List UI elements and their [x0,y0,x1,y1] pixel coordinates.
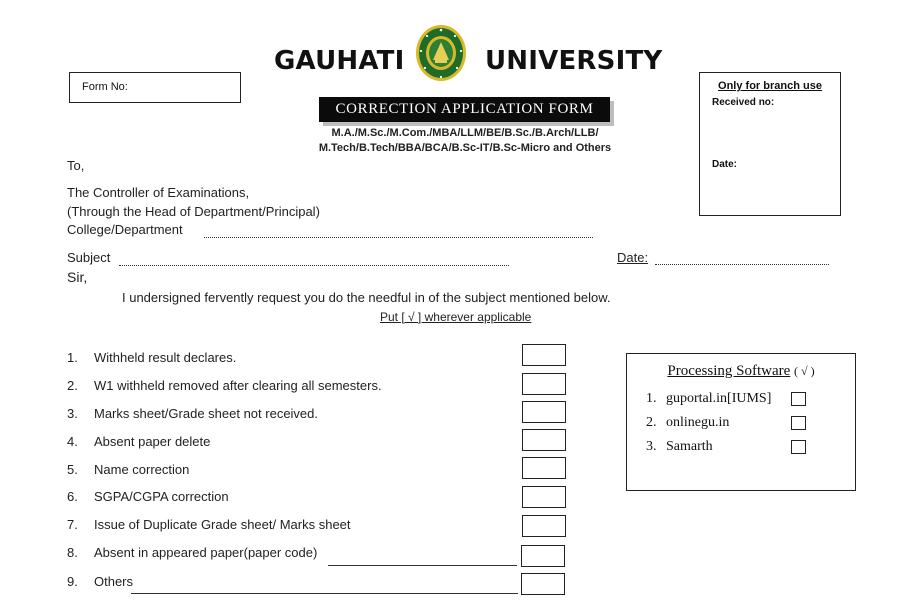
item-label: Others [94,574,134,589]
item-checkbox[interactable] [522,457,566,479]
address-line-3: College/Department [67,222,183,237]
processing-option [646,439,713,455]
processing-option-checkbox[interactable] [791,440,806,454]
branch-use-box [699,72,841,216]
processing-tick-mark: ( √ ) [794,364,815,378]
item-number: 7. [67,517,78,532]
item-number: 3. [67,406,78,421]
subject-field[interactable] [119,265,509,266]
item-checkbox[interactable] [522,486,566,508]
item-label: Absent in appeared paper(paper code) [94,545,318,560]
item-number: 1. [67,350,78,365]
university-name-left: GAUHATI [274,46,405,76]
item-label: Absent paper delete [94,434,211,449]
instruction-text: Put [ √ ] wherever applicable [380,310,532,324]
item-label: Name correction [94,462,190,477]
form-title-banner: CORRECTION APPLICATION FORM [319,97,610,122]
processing-option-number: 2. [646,415,657,430]
subject-label: Subject [67,250,111,265]
address-line-2: (Through the Head of Department/Principal) [67,204,320,219]
processing-option-label: Samarth [666,439,713,454]
item-label: Withheld result declares. [94,350,237,365]
form-number-box[interactable] [69,72,241,103]
item-checkbox[interactable] [522,344,566,366]
item-checkbox[interactable] [522,515,566,537]
processing-option [646,391,771,407]
processing-option [646,415,729,431]
processing-option-label: onlinegu.in [666,415,730,430]
courses-line-2: M.Tech/B.Tech/BBA/BCA/B.Sc-IT/B.Sc-Micro and Others [318,142,612,154]
item-label: W1 withheld removed after clearing all semesters. [94,378,382,393]
to-label: To, [67,158,85,173]
processing-option-checkbox[interactable] [791,416,806,430]
others-field[interactable] [131,593,518,594]
date-label: Date: [617,250,649,265]
item-checkbox[interactable] [521,545,565,567]
salutation: Sir, [67,269,88,285]
item-number: 2. [67,378,78,393]
item-checkbox[interactable] [521,573,565,595]
processing-option-number: 3. [646,439,657,454]
item-number: 8. [67,545,78,560]
processing-option-label: guportal.in[IUMS] [666,391,772,406]
item-number: 6. [67,489,78,504]
form-number-label: Form No: [82,81,128,93]
courses-line-1: M.A./M.Sc./M.Com./MBA/LLM/BE/B.Sc./B.Arch/LLB/ [331,127,599,139]
item-label: Issue of Duplicate Grade sheet/ Marks sheet [94,517,351,532]
processing-option-checkbox[interactable] [791,392,806,406]
university-seal-icon [415,24,467,82]
date-field[interactable] [655,264,829,265]
item-number: 9. [67,574,78,589]
processing-option-number: 1. [646,391,657,406]
item-label: Marks sheet/Grade sheet not received. [94,406,319,421]
item-label: SGPA/CGPA correction [94,489,229,504]
university-name-right: UNIVERSITY [485,46,663,76]
item-checkbox[interactable] [522,429,566,451]
address-line-1: The Controller of Examinations, [67,185,250,200]
received-no-label: Received no: [712,97,775,108]
processing-heading: Processing Software [667,363,791,379]
college-department-field[interactable] [204,237,593,238]
processing-software-box [626,353,856,491]
item-number: 5. [67,462,78,477]
paper-code-field[interactable] [328,565,517,566]
item-checkbox[interactable] [522,373,566,395]
request-text: I undersigned fervently request you do the needful in of the subject mentioned below. [122,290,611,305]
branch-use-heading: Only for branch use [718,80,822,92]
item-checkbox[interactable] [522,401,566,423]
item-number: 4. [67,434,78,449]
branch-date-label: Date: [712,159,738,170]
